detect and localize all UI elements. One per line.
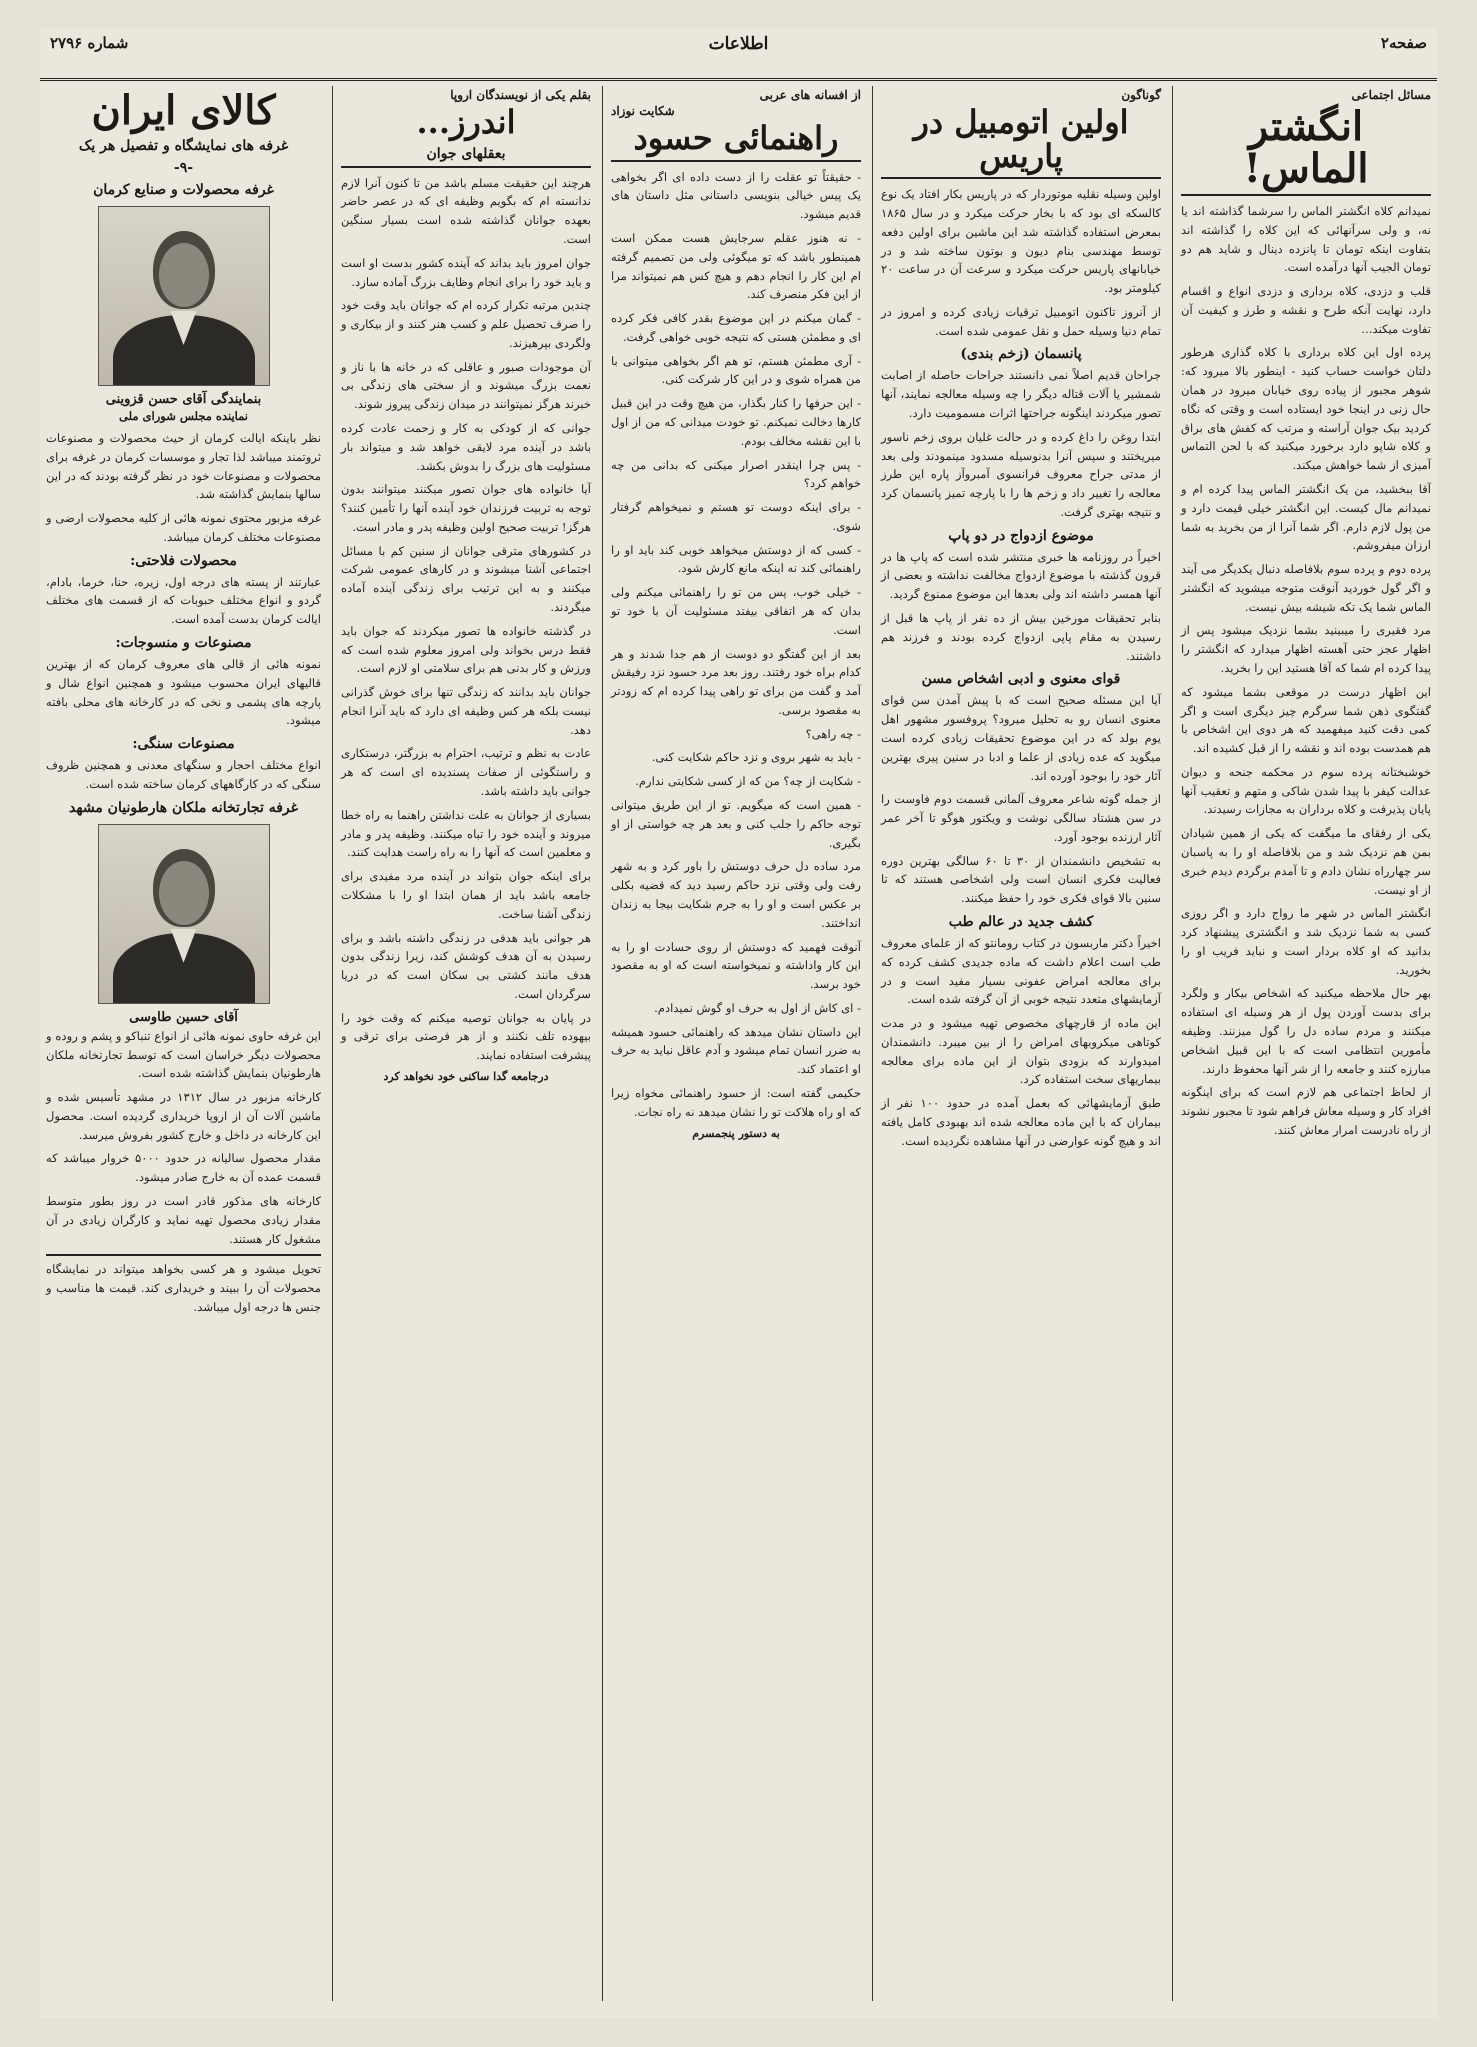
article-headline: راهنمائی حسود bbox=[633, 119, 839, 157]
paragraph: کارخانه های مذکور قادر است در روز بطور متوسط مقدار زیادی محصول تهیه نماید و کارگران زیادی در آن مشغول کار هستند. bbox=[46, 1193, 321, 1246]
paragraph: طبق آزمایشهائی که بعمل آمده در حدود ۱۰۰ نفر از بیماران که با این ماده معالجه شده اند بهبودی کامل یافته اند و هیچ گونه عوارضی در آنها مشاهده نگردیده است. bbox=[881, 1096, 1162, 1148]
portrait-photo bbox=[98, 206, 270, 386]
issue-label: شماره ۲۷۹۶ bbox=[50, 34, 129, 52]
paragraph: غرفه مزبور محتوی نمونه هائی از کلیه محصولات ارضی و مصنوعات مختلف کرمان میباشد. bbox=[46, 511, 321, 544]
section-kicker: مسائل اجتماعی bbox=[1351, 88, 1431, 102]
article-headline: انگشتر الماس! bbox=[1243, 103, 1369, 192]
paragraph: نمونه هائی از قالی های معروف کرمان که از بهترین قالیهای ایران محسوب میشود و همچنین انواع شال و پارچه های پشمی و نخی که در کارخانه های محلی بافته میشود. bbox=[46, 657, 321, 728]
paragraph: چندین مرتبه تکرار کرده ام که جوانان باید وقت خود را صرف تحصیل علم و کسب هنر کنند و از بیکاری و ولگردی بپرهیزند. bbox=[341, 298, 591, 350]
paragraph: بنابر تحقیقات مورخین بیش از ده نفر از پاپ ها قبل از رسیدن به مقام پاپی ازدواج کرده بودند و فرزند هم داشتند. bbox=[881, 611, 1161, 663]
paragraph: - برای اینکه دوست تو هستم و نمیخواهم گرفتار شوی. bbox=[611, 500, 861, 533]
paragraph: اولین وسیله نقلیه موتوردار که در پاریس بکار افتاد یک نوع کالسکه ای بود که با بخار حرکت میکرد و در سال ۱۸۶۵ بمعرض استفاده گذاشته شد این ماشین برای اولین دفعه توسط مهندسی بنام دیون و بوتون ساخته شد و در خیابانهای پاریس حرکت میکرد و سرعت آن در ساعت ۲۰ کیلومتر بود. bbox=[881, 187, 1161, 296]
article-body bbox=[611, 168, 861, 1122]
article-body bbox=[1181, 202, 1431, 1140]
article-body bbox=[341, 174, 591, 1065]
paragraph: عادت به نظم و ترتیب، احترام به بزرگتر، درستکاری و راستگوئی از صفات پسندیده ای است که هر جوانی باید داشته باشد. bbox=[341, 746, 591, 799]
paper-name: اطلاعات bbox=[708, 34, 769, 54]
paragraph: - خیلی خوب، پس من تو را راهنمائی میکنم ولی بدان که هر اتفاقی بیفتد مسئولیت آن با خود تو است. bbox=[611, 585, 861, 637]
paragraph: پرده اول این کلاه برداری با کلاه گذاری هرطور دلتان خواست حساب کنید - اینطور بالا میرود که: شوهر مجبور از پیاده روی خیابان میرود در همان حال زنی در اینجا خود ایستاده است و وقتی که نگاه کردید بیک جوان آراسته و مرتب که کفش های براق و کلاه شاپو دارد برخورد میکنید که با لحن التماس آمیزی از شما خواهش میکند. bbox=[1181, 345, 1431, 473]
paragraph: اخیراً در روزنامه ها خبری منتشر شده است که پاپ ها در قرون گذشته با موضوع ازدواج مخالفت نداشته و بعضی از آنها همسر داشته اند ولی بعدها این موضوع ممنوع گردید. bbox=[881, 549, 1161, 602]
paragraph: - آری مطمئن هستم، تو هم اگر بخواهی میتوانی با من همراه شوی و در این کار شرکت کنی. bbox=[611, 353, 861, 387]
divider bbox=[341, 166, 591, 168]
paragraph: حکیمی گفته است: از حسود راهنمائی مخواه زیرا که او راه هلاکت تو را نشان میدهد نه راه نجات. bbox=[611, 1085, 861, 1119]
paragraph: یکی از رفقای ما میگفت که یکی از همین شیادان بمن هم نزدیک شد و من بلافاصله او را به پاسبان سر چهارراه نشان دادم و تا آمدم برگردم دیدم خبری از او نیست. bbox=[1181, 826, 1431, 897]
paragraph: - این حرفها را کنار بگذار، من هیچ وقت در این قبیل کارها دخالت نمیکنم. تو خودت میدانی که من از اول با این نقشه مخالف بودم. bbox=[611, 396, 861, 448]
photo-caption: بنمایندگی آقای حسن قزوینی bbox=[105, 392, 262, 407]
subheading: قوای معنوی و ادبی اشخاص مسن bbox=[921, 671, 1121, 688]
paragraph: از آنروز تاکنون اتومبیل ترقیات زیادی کرده و امروز در تمام دنیا وسیله حمل و نقل عمومی شده است. bbox=[881, 304, 1161, 338]
paragraph: این اظهار درست در موقعی بشما میشود که گفتگوی ذهن شما سرگرم چیز دیگری است و اگر کمی دقت کنید میفهمید که هر دوی این اشخاص با هم همدست بوده اند و نقشه را از قبل کشیده اند. bbox=[1181, 684, 1431, 756]
paragraph: عبارتند از پسته های درجه اول، زیره، حنا، خرما، بادام، گردو و انواع مختلف حبوبات که از قسمت های مختلف ایالت کرمان بدست آمده است. bbox=[46, 574, 321, 627]
column-rule bbox=[872, 86, 873, 2001]
paragraph: مرد فقیری را میبینید بشما نزدیک میشود پس از اظهار عجز حتی آهسته اظهار میدارد که انگشتر را پیدا کرده ام شما که آقا هستید این را بخرید. bbox=[1181, 623, 1431, 675]
article-miscellany bbox=[875, 86, 1167, 2001]
paragraph: بعد از این گفتگو دو دوست از هم جدا شدند و هر کدام براه خود رفتند. روز بعد مرد حسود نزد رفیقش آمد و گفت من برای تو راهی پیدا کرده ام که زودتر به مقصود برسی. bbox=[611, 646, 861, 717]
column-rule bbox=[332, 86, 333, 2001]
section-kicker: از افسانه های عربی bbox=[759, 88, 861, 102]
photo-caption-sub: نماینده مجلس شورای ملی bbox=[118, 409, 249, 423]
paragraph: آن موجودات صبور و عاقلی که در خانه ها با ناز و نعمت بزرگ میشوند و از سختی های زندگی بی خبرند هرگز نمیتوانند در میدان زندگی پیروز شوند. bbox=[341, 359, 591, 412]
paragraph: این غرفه حاوی نمونه هائی از انواع تنباکو و پشم و روده و محصولات دیگر خراسان است که توسط تجارتخانه ملکان هارطونیان بنمایش گذاشته شده است. bbox=[46, 1028, 321, 1081]
paragraph: قلب و دزدی، کلاه برداری و دزدی انواع و اقسام دارد، نهایت آنکه طرح و نقشه و طرز و کیفیت آن تفاوت میکند... bbox=[1181, 284, 1431, 336]
paragraph: - باید به شهر بروی و نزد حاکم شکایت کنی. bbox=[651, 750, 861, 765]
article-diamond-ring bbox=[1175, 86, 1437, 2001]
article-body bbox=[881, 548, 1161, 666]
subheading: غرفه تجارتخانه ملکان هارطونیان مشهد bbox=[69, 799, 298, 816]
paragraph: نظر باینکه ایالت کرمان از حیث محصولات و مصنوعات ثروتمند میباشد لذا تجار و موسسات کرمان در غرفه برای محصولات و مصنوعات خود در نظر گرفته بودند که در این سالها بنمایش گذاشته شد. bbox=[46, 431, 321, 502]
paragraph: از جمله گوته شاعر معروف آلمانی قسمت دوم فاوست را در سن هشتاد سالگی نوشت و ویکتور هوگو تا آخر عمر آثار ارزنده بوجود آورد. bbox=[881, 792, 1161, 844]
paragraph: هر جوانی باید هدفی در زندگی داشته باشد و برای رسیدن به آن هدف کوشش کند، زیرا زندگی بدون هدف مانند کشتی بی سکان است که در دریا سرگردان است. bbox=[341, 930, 591, 1001]
article-footer-box bbox=[46, 1254, 321, 1316]
paragraph: - پس چرا اینقدر اصرار میکنی که بدانی من چه خواهم کرد؟ bbox=[611, 457, 861, 491]
paragraph: به تشخیص دانشمندان از ۳۰ تا ۶۰ سالگی بهترین دوره فعالیت فکری انسان است ولی اشخاصی هستند که تا سنین بالا قوای فکری خود را حفظ میکنند. bbox=[881, 853, 1162, 906]
paragraph: جراحان قدیم اصلاً نمی دانستند جراحات حاصله از اصابت شمشیر یا آلات قتاله دیگر را چه وسیله معالجه نمایند، آنها تصور میکردند اینگونه جراحتها اثرات مسمومیت دارد. bbox=[881, 368, 1161, 420]
paragraph: از لحاظ اجتماعی هم لازم است که برای اینگونه افراد کار و وسیله معاش فراهم شود تا مجبور نشوند از راه نادرست امرار معاش کنند. bbox=[1181, 1085, 1431, 1137]
masthead bbox=[40, 28, 1437, 81]
paragraph: - همین است که میگویم. تو از این طریق میتوانی توجه حاکم را جلب کنی و بعد هر چه خواستی از او بگیری. bbox=[611, 798, 861, 850]
section-kicker: بقلم یکی از نویسندگان اروپا bbox=[450, 88, 591, 102]
article-advice bbox=[335, 86, 597, 2001]
portrait-photo bbox=[98, 824, 270, 1004]
paragraph: - ای کاش از اول به حرف او گوش نمیدادم. bbox=[654, 1000, 861, 1015]
paragraph: در گذشته خانواده ها تصور میکردند که جوان باید فقط درس بخواند ولی امروز معلوم شده است که ورزش و کار بدنی هم برای سلامتی او لازم است. bbox=[341, 623, 591, 676]
column-rule bbox=[602, 86, 603, 2001]
article-footer: درجامعه گدا ساکنی خود نخواهد کرد bbox=[383, 1069, 549, 1083]
paragraph: - چه راهی؟ bbox=[805, 726, 861, 741]
subheading: غرفه های نمایشگاه و تفصیل هر یک bbox=[78, 138, 289, 154]
paragraph: انگشتر الماس در شهر ما رواج دارد و اگر روزی کسی به شما نزدیک شد و انگشتری پیشنهاد کرد بدانید که او کلاه بردار است و نباید فریب او را بخورید. bbox=[1181, 906, 1431, 977]
paragraph: - نه هنوز عقلم سرجایش هست ممکن است همینطور باشد که تو میگوئی ولی من تصمیم گرفته ام این کار را انجام دهم و هیچ کس هم نمیتواند مرا از این فکر منصرف کند. bbox=[611, 230, 861, 302]
paragraph: مرد ساده دل حرف دوستش را باور کرد و به شهر رفت ولی وقتی نزد حاکم رسید دید که قضیه بکلی بر عکس است و او را به جرم شکایت بیجا به زندان انداختند. bbox=[611, 859, 861, 930]
article-body bbox=[881, 691, 1161, 908]
paragraph: تحویل میشود و هر کسی بخواهد میتواند در نمایشگاه محصولات آن را ببیند و خریداری کند. قیمت ها مناسب و جنس ها درجه اول میباشد. bbox=[46, 1262, 321, 1314]
paragraph: در پایان به جوانان توصیه میکنم که وقت خود را بیهوده تلف نکنند و از هر فرصتی برای ترقی و پیشرفت استفاده نمایند. bbox=[341, 1010, 591, 1063]
paragraph: خوشبختانه پرده سوم در محکمه جنحه و دیوان عدالت کیفر با پیدا شدن شاکی و متهم و تعقیب آنها پایان پذیرفت و کلاه برداران به مجازات رسیدند. bbox=[1181, 764, 1431, 817]
paragraph: برای اینکه جوان بتواند در آینده مرد مفیدی برای جامعه باشد باید از همان ابتدا او را با مشکلات زندگی آشنا ساخت. bbox=[341, 869, 591, 921]
article-iranian-goods bbox=[40, 86, 327, 2001]
paragraph: این داستان نشان میدهد که راهنمائی حسود همیشه به ضرر انسان تمام میشود و آدم عاقل نباید به حرف او اعتماد کند. bbox=[611, 1024, 861, 1077]
article-body bbox=[46, 1027, 321, 1249]
photo-caption: آقای حسین طاوسی bbox=[129, 1009, 238, 1025]
divider bbox=[1181, 194, 1431, 196]
paragraph: اخیراً دکتر ماربسون در کتاب رومانتو که از علمای معروف طب است اعلام داشت که ماده جدیدی کشف کرده که برای معالجه امراض عفونی بسیار مفید است و در آزمایشهای متعدد نتیجه خوبی از آن گرفته شده است. bbox=[881, 935, 1161, 1007]
paragraph: بهر حال ملاحظه میکنید که اشخاص بیکار و ولگرد برای بدست آوردن پول از هر وسیله ای استفاده میکنند و مردم ساده دل را گول میزنند. وظیفه مأمورین انتظامی است که با این قبیل اشخاص مبارزه کنند و جامعه را از شر آنها محفوظ دارند. bbox=[1181, 986, 1431, 1076]
subheading: کشف جدید در عالم طب bbox=[948, 913, 1094, 930]
paragraph: آقا ببخشید، من یک انگشتر الماس پیدا کرده ام و نمیدانم مال کیست. این انگشتر خیلی قیمت دارد و من پول لازم دارم. اگر شما آنرا از من بخرید به شما ارزان میفروشم. bbox=[1181, 481, 1431, 553]
paragraph: - گمان میکنم در این موضوع بقدر کافی فکر کرده ای و مطمئن هستی که نتیجه خوبی خواهی گرفت. bbox=[611, 311, 861, 344]
subheading: پانسمان (زخم بندی) bbox=[960, 346, 1082, 363]
divider bbox=[611, 160, 861, 162]
subheading: محصولات فلاحتی: bbox=[130, 552, 237, 569]
translator-credit: به دستور پنجمسرم bbox=[692, 1126, 780, 1140]
section-number: -۹- bbox=[173, 160, 194, 176]
paragraph: بسیاری از جوانان به علت نداشتن راهنما به راه خطا میروند و آینده خود را تباه میکنند. وظیفه پدر و مادر و معلمین است که آنها را به راه راست هدایت کنند. bbox=[341, 807, 591, 860]
paragraph: نمیدانم کلاه انگشتر الماس را سرشما گذاشته اند یا نه، و ولی سرآنهائی که این کلاه را گذاشته اند بتفاوت اینکه تومان تا پانزده دینال و شاید هم دو تومان الجیب آنها درآمده است. bbox=[1181, 204, 1431, 275]
paragraph: جوانان باید بدانند که زندگی تنها برای خوش گذرانی نیست بلکه هر کس وظیفه ای دارد که باید آنرا انجام دهد. bbox=[341, 685, 591, 737]
article-headline: کالای ایران bbox=[91, 87, 276, 134]
paragraph: ابتدا روغن را داغ کرده و در حالت غلیان بروی زخم ناسور میریختند و سپس آنرا بدنوسیله مسدود مینمودند ولی بعد از مدتی جراح معروف فرانسوی آمبروآز پاره این طرز معالجه را تغییر داد و زخم ها را با پارچه تمیز پانسمان کرد و نتیجه بهتری گرفت. bbox=[881, 429, 1161, 519]
paragraph: انواع مختلف احجار و سنگهای معدنی و همچنین ظروف سنگی که در کارگاههای کرمان ساخته شده است. bbox=[46, 758, 321, 791]
article-body bbox=[46, 429, 321, 547]
article-body bbox=[881, 185, 1161, 340]
paragraph: آنوقت فهمید که دوستش از روی حسادت او را به این کار واداشته و نمیخواسته است که او به مقصود خود برسد. bbox=[611, 939, 861, 992]
article-body bbox=[881, 366, 1161, 521]
article-headline: اندرز... bbox=[416, 103, 516, 141]
paragraph: - کسی که از دوستش میخواهد خوبی کند باید او را راهنمائی کند نه اینکه مانع کارش شود. bbox=[611, 542, 861, 576]
paragraph: - شکایت از چه؟ من که از کسی شکایتی ندارم. bbox=[635, 774, 861, 789]
paragraph: آیا این مسئله صحیح است که با پیش آمدن سن قوای معنوی انسان رو به تحلیل میرود؟ پروفسور مشهور اهل یوم بولد که در این موضوع تحقیقات زیادی کرده است میگوید که عده زیادی از علما و ادبا در سنین پیری بهترین آثار خود را بوجود آورده اند. bbox=[881, 693, 1161, 783]
subheading: موضوع ازدواج در دو پاپ bbox=[948, 527, 1094, 544]
paragraph: کارخانه مزبور در سال ۱۳۱۲ در مشهد تأسیس شده و ماشین آلات آن از اروپا خریداری گردیده است. محصول این کارخانه در داخل و خارج کشور بفروش میرسد. bbox=[46, 1090, 322, 1142]
column-rule bbox=[1172, 86, 1173, 2001]
paragraph: این ماده از قارچهای مخصوص تهیه میشود و در مدت کوتاهی میکروبهای امراض را از بین میبرد. دانشمندان امیدوارند که بزودی بتوان از این ماده برای معالجه بیماریهای سخت استفاده کرد. bbox=[881, 1016, 1161, 1087]
section-title: غرفه محصولات و صنایع کرمان bbox=[93, 182, 274, 198]
paragraph: جوانی که از کودکی به کار و زحمت عادت کرده باشد در آینده مرد لایقی خواهد شد و میتواند بار مسئولیت های بزرگ را بدوش بکشد. bbox=[341, 420, 591, 473]
subheading: مصنوعات و منسوجات: bbox=[115, 635, 252, 652]
paragraph: جوان امروز باید بداند که آینده کشور بدست او است و باید خود را برای انجام وظایف بزرگ آماده سازد. bbox=[341, 255, 591, 289]
section-kicker: گوناگون bbox=[1121, 88, 1161, 102]
paragraph: هرچند این حقیقت مسلم باشد من تا کنون آنرا لازم ندانسته ام که بگویم وظیفه ای که در عصر حاضر بعهده جوانان گذاشته شده است بسیار سنگین است. bbox=[341, 175, 591, 246]
newspaper-page bbox=[40, 28, 1437, 2018]
subheading: بعقلهای جوان bbox=[426, 145, 506, 162]
paragraph: مقدار محصول سالیانه در حدود ۵۰۰۰ خروار میباشد که قسمت عمده آن به خارج صادر میشود. bbox=[46, 1151, 321, 1185]
divider bbox=[881, 177, 1161, 179]
paragraph: - حقیقتاً تو عقلت را از دست داده ای اگر بخواهی یک پیس خیالی بنویسی داستانی مثل داستان های قدیم میشود. bbox=[611, 169, 861, 222]
paragraph: پرده دوم و پرده سوم بلافاصله دنبال یکدیگر می آیند و اگر گول خوردید آنوقت متوجه میشوید که انگشتر الماس شما یک تکه شیشه بیش نیست. bbox=[1181, 562, 1431, 614]
article-body bbox=[881, 934, 1161, 1151]
article-jealous-guide bbox=[605, 86, 867, 2001]
paragraph: آیا خانواده های جوان تصور میکنند میتوانند بدون توجه به تربیت فرزندان خود آینده آنها را تأمین کنند؟ هرگز! تربیت صحیح اولین وظیفه پدر و مادر است. bbox=[341, 482, 591, 534]
paragraph: در کشورهای مترقی جوانان از سنین کم با مسائل اجتماعی آشنا میشوند و در کارهای عمومی شرکت میکنند و به این ترتیب برای زندگی آینده آماده میگردند. bbox=[341, 543, 591, 614]
section-kicker-secondary: شکایت نوزاد bbox=[611, 104, 675, 118]
page-label: صفحه۲ bbox=[1380, 34, 1427, 52]
subheading: مصنوعات سنگی: bbox=[132, 736, 235, 753]
article-headline: اولین اتومبیل در پاریس bbox=[913, 103, 1129, 175]
